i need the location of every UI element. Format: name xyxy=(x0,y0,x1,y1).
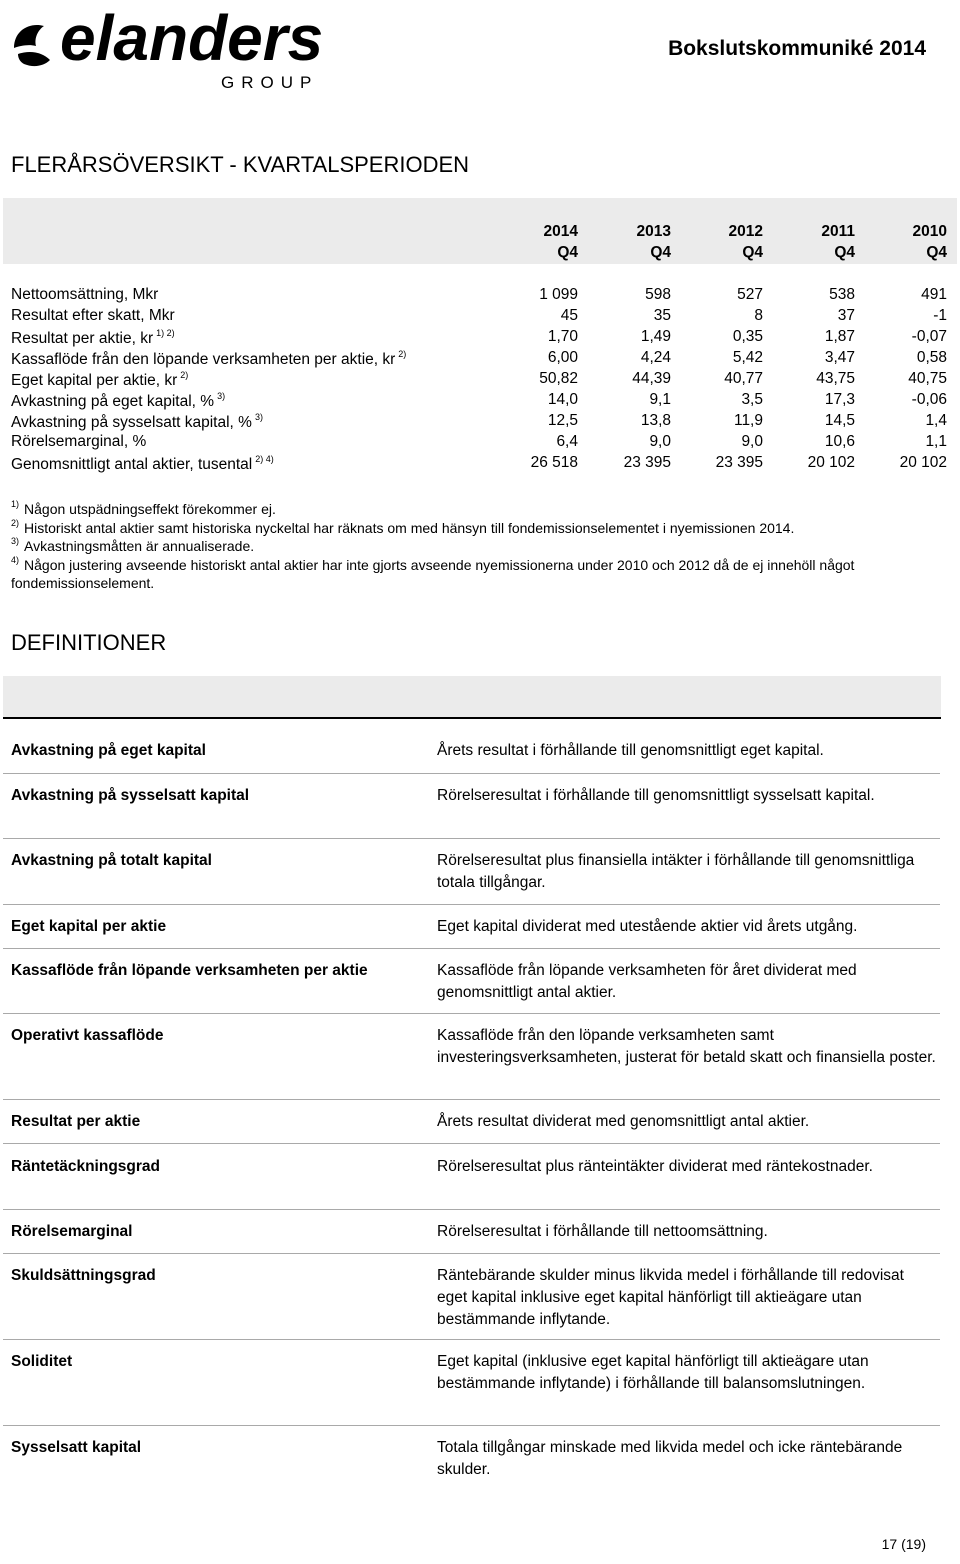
table-cell: 1,87 xyxy=(824,328,855,345)
definition-term: Avkastning på sysselsatt kapital xyxy=(11,787,250,804)
table-cell: 17,3 xyxy=(824,391,855,408)
row-label-text: Genomsnittligt antal aktier, tusental xyxy=(11,456,253,473)
table-cell: 3,47 xyxy=(824,349,855,366)
row-label-text: Avkastning på eget kapital, % xyxy=(11,393,215,410)
column-header xyxy=(611,221,671,263)
definition-separator xyxy=(3,948,940,949)
table-cell: 14,0 xyxy=(547,391,578,408)
row-label-text: Nettoomsättning, Mkr xyxy=(11,286,159,303)
definitions-header-band xyxy=(3,676,941,719)
table-row xyxy=(0,286,960,307)
definition-term: Eget kapital per aktie xyxy=(11,918,167,935)
table-cell: 6,4 xyxy=(556,433,578,450)
definition-term: Rörelsemarginal xyxy=(11,1223,133,1240)
table-cell: 1 099 xyxy=(539,286,578,303)
table-row xyxy=(0,328,960,349)
definition-description: Rörelseresultat plus finansiella intäkter i förhållande till genomsnittliga totala tillgångar. xyxy=(437,852,915,891)
table-row xyxy=(0,412,960,433)
table-row xyxy=(0,433,960,454)
table-cell: 26 518 xyxy=(530,454,578,471)
definition-separator xyxy=(3,1339,940,1340)
footnote xyxy=(11,551,951,592)
table-cell: 23 395 xyxy=(623,454,671,471)
table-row xyxy=(0,454,960,475)
table-cell: -0,07 xyxy=(911,328,947,345)
definition-term: Avkastning på totalt kapital xyxy=(11,852,212,869)
definition-separator xyxy=(3,1099,940,1100)
table-cell: 9,1 xyxy=(649,391,671,408)
footnote-mark: 2) xyxy=(11,518,20,528)
page-number: 17 (19) xyxy=(881,1536,926,1552)
row-label xyxy=(11,454,274,474)
definitions-title: DEFINITIONER xyxy=(11,630,167,655)
table-cell: 20 102 xyxy=(807,454,855,471)
table-cell: 35 xyxy=(653,307,671,324)
table-cell: 43,75 xyxy=(816,370,855,387)
row-footnote-ref: 2) xyxy=(180,370,189,380)
definition-description: Rörelseresultat i förhållande till nettoomsättning. xyxy=(437,1223,768,1240)
definition-separator xyxy=(3,904,940,905)
row-footnote-ref: 2) 4) xyxy=(255,454,274,464)
row-label-text: Rörelsemarginal, % xyxy=(11,433,147,450)
column-header xyxy=(887,221,947,263)
table-cell: 0,58 xyxy=(916,349,947,366)
definition-term: Sysselsatt kapital xyxy=(11,1439,142,1456)
table-cell: 3,5 xyxy=(741,391,763,408)
row-footnote-ref: 1) 2) xyxy=(156,328,175,338)
table-cell: 1,70 xyxy=(547,328,578,345)
document-title: Bokslutskommuniké 2014 xyxy=(668,37,926,60)
column-year: 2012 xyxy=(728,223,763,240)
column-quarter: Q4 xyxy=(557,244,578,261)
table-cell: 1,1 xyxy=(925,433,947,450)
column-year: 2013 xyxy=(636,223,671,240)
footnote-mark: 1) xyxy=(11,499,20,509)
table-cell: 8 xyxy=(754,307,763,324)
elanders-group-logo xyxy=(8,0,358,100)
row-footnote-ref: 3) xyxy=(217,391,226,401)
table-cell: 10,6 xyxy=(824,433,855,450)
table-cell: 491 xyxy=(921,286,947,303)
table-cell: 23 395 xyxy=(715,454,763,471)
row-label xyxy=(11,433,146,451)
row-label xyxy=(11,328,175,348)
table-cell: 37 xyxy=(837,307,855,324)
column-header xyxy=(518,221,578,263)
definition-separator xyxy=(3,1253,940,1254)
row-label xyxy=(11,286,158,304)
definition-description: Kassaflöde från löpande verksamheten för året dividerat med genomsnittligt antal aktier. xyxy=(437,962,857,1001)
definition-term: Operativt kassaflöde xyxy=(11,1027,164,1044)
table-cell: 40,77 xyxy=(724,370,763,387)
definition-description: Totala tillgångar minskade med likvida medel och icke räntebärande skulder. xyxy=(437,1439,903,1478)
column-header xyxy=(703,221,763,263)
definition-separator xyxy=(3,773,940,774)
table-cell: 13,8 xyxy=(640,412,671,429)
definition-term: Skuldsättningsgrad xyxy=(11,1267,156,1284)
table-cell: 50,82 xyxy=(539,370,578,387)
definition-description: Kassaflöde från den löpande verksamheten samt investeringsverksamheten, justerat för betald skatt och finansiella poster. xyxy=(437,1027,936,1066)
table-cell: 527 xyxy=(737,286,763,303)
table-cell: -1 xyxy=(933,307,947,324)
table-cell: 598 xyxy=(645,286,671,303)
definition-term: Avkastning på eget kapital xyxy=(11,742,206,759)
table-row xyxy=(0,307,960,328)
table-row xyxy=(0,391,960,412)
definition-description: Rörelseresultat plus ränteintäkter dividerat med räntekostnader. xyxy=(437,1158,873,1175)
table-cell: 538 xyxy=(829,286,855,303)
table-cell: 44,39 xyxy=(632,370,671,387)
definition-term: Resultat per aktie xyxy=(11,1113,141,1130)
row-label xyxy=(11,370,188,390)
column-year: 2011 xyxy=(821,223,855,240)
table-row xyxy=(0,370,960,391)
table-row xyxy=(0,349,960,370)
footnote-mark: 4) xyxy=(11,555,20,565)
table-cell: 1,49 xyxy=(640,328,671,345)
row-label xyxy=(11,349,406,369)
column-quarter: Q4 xyxy=(742,244,763,261)
table-cell: 12,5 xyxy=(547,412,578,429)
table-cell: 4,24 xyxy=(640,349,671,366)
table-cell: 14,5 xyxy=(824,412,855,429)
row-label xyxy=(11,412,263,432)
logo-wordmark: elanders xyxy=(60,2,324,74)
column-year: 2014 xyxy=(543,223,578,240)
table-cell: -0,06 xyxy=(911,391,947,408)
logo-subtext: GROUP xyxy=(221,73,319,92)
definition-separator xyxy=(3,838,940,839)
leaf-icon xyxy=(14,25,50,66)
definition-description: Årets resultat dividerat med genomsnittligt antal aktier. xyxy=(437,1113,810,1130)
table-cell: 11,9 xyxy=(733,412,763,429)
column-quarter: Q4 xyxy=(650,244,671,261)
definition-term: Kassaflöde från löpande verksamheten per aktie xyxy=(11,962,368,979)
table-cell: 5,42 xyxy=(732,349,763,366)
table-cell: 0,35 xyxy=(732,328,763,345)
row-footnote-ref: 3) xyxy=(254,412,263,422)
table-cell: 9,0 xyxy=(649,433,671,450)
definition-separator xyxy=(3,1209,940,1210)
definition-separator xyxy=(3,1425,940,1426)
definition-description: Rörelseresultat i förhållande till genomsnittligt sysselsatt kapital. xyxy=(437,787,875,804)
definition-separator xyxy=(3,1013,940,1014)
table-cell: 45 xyxy=(560,307,578,324)
definition-term: Räntetäckningsgrad xyxy=(11,1158,161,1175)
row-label-text: Resultat efter skatt, Mkr xyxy=(11,307,175,324)
row-footnote-ref: 2) xyxy=(398,349,407,359)
overview-title: FLERÅRSÖVERSIKT - KVARTALSPERIODEN xyxy=(11,152,470,177)
column-quarter: Q4 xyxy=(834,244,855,261)
definition-description: Eget kapital dividerat med utestående aktier vid årets utgång. xyxy=(437,918,858,935)
footnote-text: Någon justering avseende historiskt antal aktier har inte gjorts avseende nyemissionerna under 2010 och 2012 då de ej innehöll något fondemissionselement. xyxy=(11,557,855,591)
column-quarter: Q4 xyxy=(926,244,947,261)
table-cell: 6,00 xyxy=(547,349,578,366)
row-label xyxy=(11,391,225,411)
row-label-text: Resultat per aktie, kr xyxy=(11,330,154,347)
row-label-text: Eget kapital per aktie, kr xyxy=(11,372,178,389)
table-cell: 9,0 xyxy=(741,433,763,450)
column-header xyxy=(795,221,855,263)
footnote-text: Någon utspädningseffekt förekommer ej. xyxy=(24,501,276,517)
footnote-text: Historiskt antal aktier samt historiska nyckeltal har räknats om med hänsyn till fondemissionselementet i nyemissionen 2014. xyxy=(24,520,795,536)
row-label-text: Kassaflöde från den löpande verksamheten per aktie, kr xyxy=(11,351,396,368)
column-year: 2010 xyxy=(912,223,947,240)
row-label-text: Avkastning på sysselsatt kapital, % xyxy=(11,414,252,431)
definition-description: Eget kapital (inklusive eget kapital hänförligt till aktieägare utan bestämmande inflytande) i förhållande till balansomslutningen. xyxy=(437,1353,869,1392)
table-cell: 40,75 xyxy=(908,370,947,387)
definition-term: Soliditet xyxy=(11,1353,73,1370)
definition-description: Årets resultat i förhållande till genomsnittligt eget kapital. xyxy=(437,742,824,759)
definition-separator xyxy=(3,1143,940,1144)
table-cell: 20 102 xyxy=(899,454,947,471)
table-cell: 1,4 xyxy=(925,412,947,429)
footnote-text: Avkastningsmåtten är annualiserade. xyxy=(24,538,255,554)
row-label xyxy=(11,307,175,325)
definition-description: Räntebärande skulder minus likvida medel i förhållande till redovisat eget kapital inklusive eget kapital hänförligt till aktieägare utan bestämmande inflytande. xyxy=(437,1267,904,1328)
footnote-mark: 3) xyxy=(11,536,20,546)
